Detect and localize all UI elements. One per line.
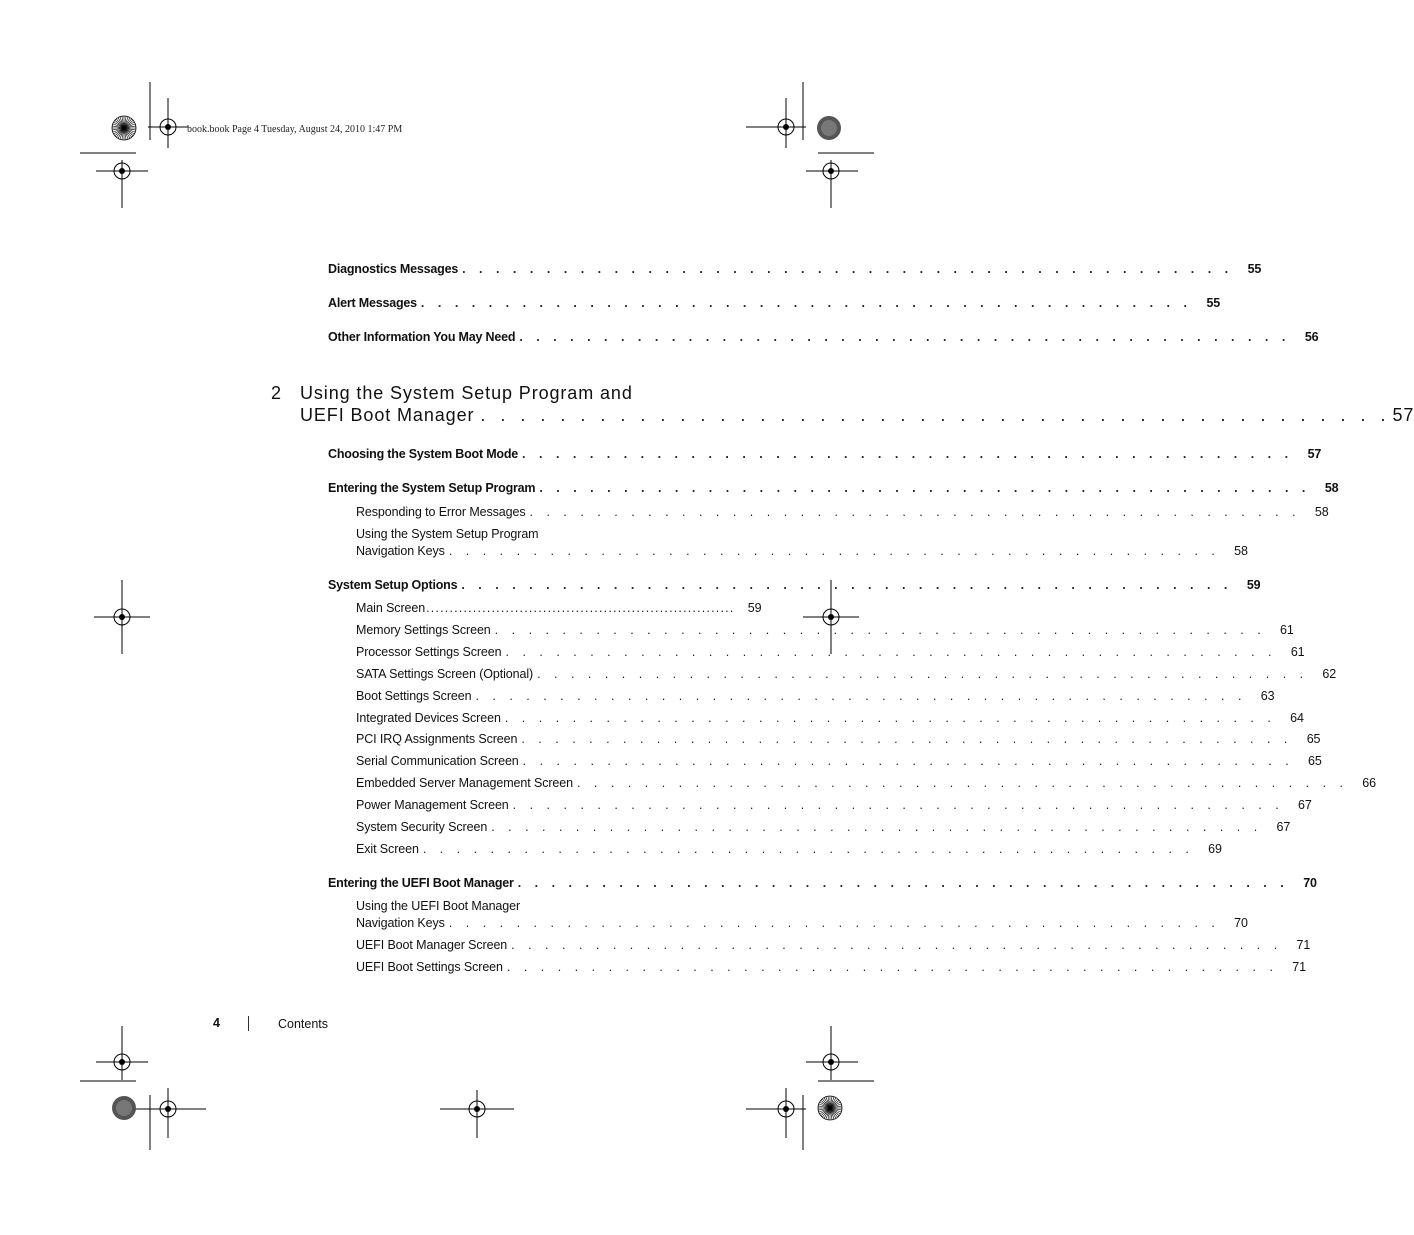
entry-title: UEFI Boot Manager Screen: [356, 938, 508, 952]
chapter-title-line2[interactable]: [300, 405, 1414, 426]
toc-subsection-entry[interactable]: [356, 667, 1337, 681]
entry-page-number: 67: [1297, 798, 1312, 812]
toc-subsection-entry[interactable]: [356, 938, 1311, 952]
entry-title: System Setup Options: [328, 578, 458, 592]
entry-page-number: 70: [1303, 876, 1317, 890]
leader-dots: . . . . . . . . . . . . . . . . . . . . . . . . . . . . . . . . . . . . . . . . . . . . . .: [537, 667, 1309, 681]
entry-page-number: 64: [1290, 711, 1304, 725]
toc-section-entry[interactable]: [328, 330, 1319, 344]
chapter-title-line1: Using the System Setup Program and: [300, 383, 633, 403]
entry-page-number: 58: [1314, 505, 1329, 519]
entry-title: Navigation Keys: [356, 916, 445, 930]
leader-dots: . . . . . . . . . . . . . . . . . . . . . . . . . . . . . . . . . . . . . . . . . . . . . .: [529, 505, 1301, 519]
leader-dots: . . . . . . . . . . . . . . . . . . . . . . . . . . . . . . . . . . . . . . . . . . . . . .: [491, 820, 1263, 834]
toc-subsection-entry[interactable]: [356, 711, 1304, 725]
print-slug: book.book Page 4 Tuesday, August 24, 2010 1:47 PM: [187, 124, 403, 135]
entry-page-number: 61: [1280, 623, 1294, 637]
toc-subsection-entry[interactable]: [356, 645, 1305, 659]
entry-title: Choosing the System Boot Mode: [328, 447, 519, 461]
toc-subsection-entry[interactable]: [356, 601, 762, 615]
chapter-page: 57: [1392, 405, 1414, 425]
entry-page-number: 67: [1276, 820, 1291, 834]
leader-dots: . . . . . . . . . . . . . . . . . . . . . . . . . . . . . . . . . . . . . . . . . . . . . .: [519, 330, 1291, 344]
leader-dots: . . . . . . . . . . . . . . . . . . . . . . . . . . . . . . . . . . . . . . . . . . . . . .: [504, 711, 1276, 725]
entry-title: Main Screen: [356, 601, 426, 615]
toc-subsection-entry[interactable]: [356, 544, 1248, 558]
entry-page-number: 55: [1247, 262, 1262, 276]
entry-page-number: 71: [1292, 960, 1306, 974]
toc-section-entry[interactable]: [328, 262, 1262, 276]
leader-dots: . . . . . . . . . . . . . . . . . . . . . . . . . . . . . . . . . . . . . . . . . . . . . .: [539, 481, 1311, 495]
toc-subsection-entry[interactable]: [356, 732, 1321, 746]
entry-title: PCI IRQ Assignments Screen: [356, 732, 518, 746]
entry-page-number: 58: [1234, 544, 1248, 558]
entry-title: Power Management Screen: [356, 798, 509, 812]
entry-title-first-line: Using the System Setup Program: [356, 527, 539, 541]
entry-page-number: 57: [1307, 447, 1322, 461]
entry-title: Responding to Error Messages: [356, 505, 526, 519]
leader-dots: . . . . . . . . . . . . . . . . . . . . . . . . . . . . . . . . . . . . . . . . . . . . . .: [480, 405, 1391, 425]
toc-subsection-entry[interactable]: [356, 798, 1312, 812]
toc-subsection-entry[interactable]: [356, 820, 1291, 834]
entry-title: UEFI Boot Settings Screen: [356, 960, 503, 974]
entry-page-number: 66: [1362, 776, 1377, 790]
toc-section-entry[interactable]: [328, 578, 1261, 592]
entry-title: Integrated Devices Screen: [356, 711, 501, 725]
entry-title: Diagnostics Messages: [328, 262, 459, 276]
entry-page-number: 69: [1208, 842, 1222, 856]
toc-subsection-entry[interactable]: [356, 960, 1306, 974]
entry-title: System Security Screen: [356, 820, 488, 834]
leader-dots: . . . . . . . . . . . . . . . . . . . . . . . . . . . . . . . . . . . . . . . . . . . . . .: [462, 262, 1234, 276]
entry-page-number: 70: [1234, 916, 1248, 930]
toc-subsection-entry[interactable]: [356, 754, 1322, 768]
toc-section-entry[interactable]: [328, 296, 1220, 310]
leader-dots: . . . . . . . . . . . . . . . . . . . . . . . . . . . . . . . . . . . . . . . . . . . . . .: [576, 776, 1349, 790]
entry-title: Serial Communication Screen: [356, 754, 519, 768]
entry-title: Boot Settings Screen: [356, 689, 472, 703]
entry-page-number: 55: [1206, 296, 1220, 310]
leader-dots: . . . . . . . . . . . . . . . . . . . . . . . . . . . . . . . . . . . . . . . . . . . . . .: [522, 447, 1294, 461]
toc-subsection-entry[interactable]: [356, 505, 1329, 519]
entry-title: Other Information You May Need: [328, 330, 516, 344]
entry-page-number: 61: [1290, 645, 1305, 659]
entry-page-number: 58: [1324, 481, 1339, 495]
leader-dots: . . . . . . . . . . . . . . . . . . . . . . . . . . . . . . . . . . . . . . . . . . . . . .: [517, 876, 1289, 890]
toc-subsection-entry[interactable]: [356, 916, 1248, 930]
leader-dots: ..................................................................: [426, 601, 735, 615]
entry-title: Embedded Server Management Screen: [356, 776, 573, 790]
toc-section-entry[interactable]: [328, 876, 1317, 890]
leader-dots: . . . . . . . . . . . . . . . . . . . . . . . . . . . . . . . . . . . . . . . . . . . . . .: [448, 544, 1220, 558]
leader-dots: . . . . . . . . . . . . . . . . . . . . . . . . . . . . . . . . . . . . . . . . . . . . . .: [512, 798, 1284, 812]
footer-page-number: 4: [213, 1016, 220, 1030]
toc-section-entry[interactable]: [328, 481, 1339, 495]
toc-subsection-entry[interactable]: [356, 842, 1222, 856]
leader-dots: . . . . . . . . . . . . . . . . . . . . . . . . . . . . . . . . . . . . . . . . . . . . . .: [511, 938, 1283, 952]
footer-divider: [248, 1016, 249, 1031]
entry-title: Entering the System Setup Program: [328, 481, 536, 495]
entry-title: Navigation Keys: [356, 544, 445, 558]
toc-subsection-entry[interactable]: [356, 689, 1275, 703]
leader-dots: . . . . . . . . . . . . . . . . . . . . . . . . . . . . . . . . . . . . . . . . . . . . . .: [461, 578, 1233, 592]
leader-dots: . . . . . . . . . . . . . . . . . . . . . . . . . . . . . . . . . . . . . . . . . . . . . .: [522, 754, 1294, 768]
leader-dots: . . . . . . . . . . . . . . . . . . . . . . . . . . . . . . . . . . . . . . . . . . . . . .: [420, 296, 1192, 310]
entry-page-number: 59: [747, 601, 762, 615]
toc-section-entry[interactable]: [328, 447, 1322, 461]
entry-title: Memory Settings Screen: [356, 623, 491, 637]
leader-dots: . . . . . . . . . . . . . . . . . . . . . . . . . . . . . . . . . . . . . . . . . . . . . .: [506, 960, 1278, 974]
entry-title: Entering the UEFI Boot Manager: [328, 876, 514, 890]
chapter-title-text: UEFI Boot Manager: [300, 405, 475, 425]
entry-page-number: 65: [1307, 754, 1322, 768]
toc-subsection-entry[interactable]: [356, 776, 1377, 790]
entry-title: SATA Settings Screen (Optional): [356, 667, 534, 681]
entry-page-number: 65: [1306, 732, 1321, 746]
leader-dots: . . . . . . . . . . . . . . . . . . . . . . . . . . . . . . . . . . . . . . . . . . . . . .: [422, 842, 1194, 856]
chapter-number: 2: [271, 383, 282, 403]
entry-page-number: 56: [1304, 330, 1319, 344]
footer-section-title: Contents: [278, 1017, 329, 1031]
toc-subsection-entry[interactable]: [356, 623, 1294, 637]
entry-page-number: 59: [1246, 578, 1261, 592]
leader-dots: . . . . . . . . . . . . . . . . . . . . . . . . . . . . . . . . . . . . . . . . . . . . . .: [521, 732, 1293, 746]
entry-page-number: 71: [1296, 938, 1311, 952]
entry-title: Exit Screen: [356, 842, 419, 856]
entry-title: Processor Settings Screen: [356, 645, 502, 659]
leader-dots: . . . . . . . . . . . . . . . . . . . . . . . . . . . . . . . . . . . . . . . . . . . . . .: [494, 623, 1266, 637]
leader-dots: . . . . . . . . . . . . . . . . . . . . . . . . . . . . . . . . . . . . . . . . . . . . . .: [475, 689, 1247, 703]
leader-dots: . . . . . . . . . . . . . . . . . . . . . . . . . . . . . . . . . . . . . . . . . . . . . .: [448, 916, 1220, 930]
entry-page-number: 63: [1260, 689, 1275, 703]
leader-dots: . . . . . . . . . . . . . . . . . . . . . . . . . . . . . . . . . . . . . . . . . . . . . .: [505, 645, 1277, 659]
entry-title: Alert Messages: [328, 296, 417, 310]
entry-page-number: 62: [1322, 667, 1337, 681]
entry-title-first-line: Using the UEFI Boot Manager: [356, 899, 521, 913]
